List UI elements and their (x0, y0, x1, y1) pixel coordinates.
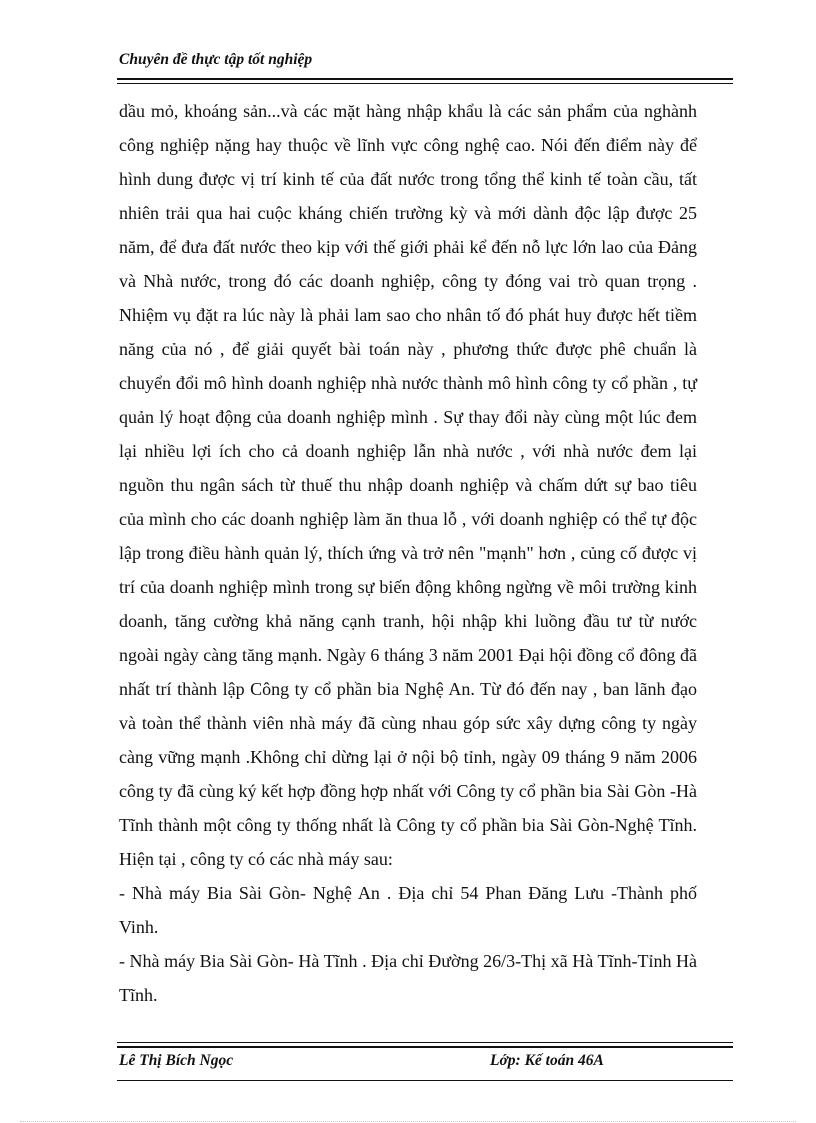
footer-class: Lớp: Kế toán 46A (490, 1052, 604, 1069)
footer-rule-thick (117, 1046, 733, 1048)
page-header (119, 50, 731, 70)
body-paragraph: dầu mỏ, khoáng sản...và các mặt hàng nhập khẩu là các sản phẩm của nghành công nghiệp nặng hay thuộc về lĩnh vực công nghệ cao. Nói đến điểm này để hình dung được vị trí kinh tế của đất nước trong tổng thể kinh tế toàn cầu, tất nhiên trải qua hai cuộc kháng chiến trường kỳ và mới dành độc lập được 25 năm, để đưa đất nước theo kịp với thế giới phải kể đến nỗ lực lớn lao của Đảng và Nhà nước, trong đó các doanh nghiệp, công ty đóng vai trò quan trọng . Nhiệm vụ đặt ra lúc này là phải lam sao cho nhân tố đó phát huy được hết tiềm năng của nó , để giải quyết bài toán này , phương thức được phê chuẩn là chuyển đổi mô hình doanh nghiệp nhà nước thành mô hình công ty cổ phần , tự quản lý hoạt động của doanh nghiệp mình . Sự thay đổi này cùng một lúc đem lại nhiều lợi ích cho cả doanh nghiệp lẫn nhà nước , với nhà nước đem lại nguồn thu ngân sách từ thuế thu nhập doanh nghiệp và chấm dứt sự bao tiêu của mình cho các doanh nghiệp làm ăn thua lỗ , với doanh nghiệp có thể tự độc lập trong điều hành quản lý, thích ứng và trở nên "mạnh" hơn , củng cố được vị trí của doanh nghiệp mình trong sự biến động không ngừng về môi trường kinh doanh, tăng cường khả năng cạnh tranh, hội nhập khi luồng đầu tư từ nước ngoài ngày càng tăng mạnh. Ngày 6 tháng 3 năm 2001 Đại hội đồng cổ đông đã nhất trí thành lập Công ty cổ phần bia Nghệ An. Từ đó đến nay , ban lãnh đạo và toàn thể thành viên nhà máy đã cùng nhau góp sức xây dựng công ty ngày càng vững mạnh .Không chỉ dừng lại ở nội bộ tỉnh, ngày 09 tháng 9 năm 2006 công ty đã cùng ký kết hợp đồng hợp nhất với Công ty cổ phần bia Sài Gòn -Hà Tĩnh thành một công ty thống nhất là Công ty cổ phần bia Sài Gòn-Nghệ Tĩnh. Hiện tại , công ty có các nhà máy sau: (119, 101, 697, 869)
header-title: Chuyên đề thực tập tốt nghiệp (119, 51, 313, 68)
body-text (119, 94, 697, 1012)
header-rule-thin (117, 83, 733, 84)
footer-author: Lê Thị Bích Ngọc (119, 1052, 234, 1069)
header-rule-thick (117, 78, 733, 80)
body-paragraph-list-item: - Nhà máy Bia Sài Gòn- Hà Tĩnh . Địa chỉ Đường 26/3-Thị xã Hà Tĩnh-Tỉnh Hà Tĩnh. (119, 951, 697, 1005)
body-paragraph-list-item: - Nhà máy Bia Sài Gòn- Nghệ An . Địa chỉ 54 Phan Đăng Lưu -Thành phố Vinh. (119, 883, 697, 937)
footer-rule-thin (117, 1042, 733, 1043)
page-edge-dotted-line (20, 1121, 796, 1122)
page-footer (119, 1052, 731, 1074)
footer-bottom-rule (117, 1080, 733, 1081)
